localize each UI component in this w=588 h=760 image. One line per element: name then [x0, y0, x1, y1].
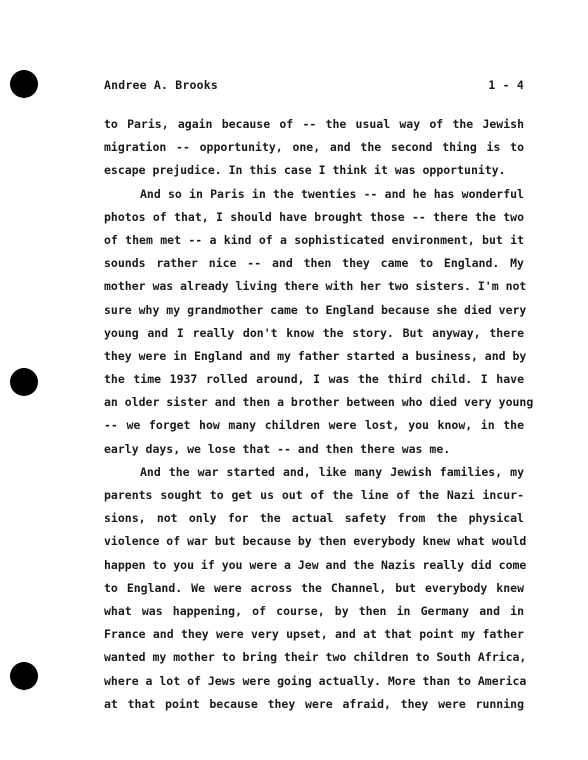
text-line: photos of that, I should have brought those -- there the two	[104, 209, 524, 224]
text-line: they were in England and my father started a business, and by	[104, 348, 527, 363]
text-line: sounds rather nice -- and then they came to England. My	[104, 256, 524, 271]
text-line: wanted my mother to bring their two children to South Africa,	[104, 650, 527, 665]
text-line: the time 1937 rolled around, I was the third child. I have	[104, 372, 524, 387]
text-line: And so in Paris in the twenties -- and he has wonderful	[140, 186, 524, 201]
text-line: where a lot of Jews were going actually. More than to America	[104, 673, 527, 688]
text-line: to England. We were across the Channel, but everybody knew	[104, 580, 524, 595]
binder-hole-middle	[10, 368, 38, 396]
text-line: migration -- opportunity, one, and the second thing is to	[104, 140, 524, 155]
text-line: an older sister and then a brother between who died very young	[104, 395, 534, 410]
text-line: France and they were very upset, and at that point my father	[104, 627, 524, 642]
text-line: -- we forget how many children were lost, you know, in the	[104, 418, 524, 433]
transcript-body	[104, 113, 534, 716]
interviewee-name: Andree A. Brooks	[104, 78, 218, 92]
text-line: escape prejudice. In this case I think it was opportunity.	[104, 163, 506, 178]
text-line: mother was already living there with her two sisters. I'm not	[104, 279, 527, 294]
binder-hole-top	[10, 70, 38, 98]
text-line: to Paris, again because of -- the usual way of the Jewish	[104, 117, 524, 131]
text-line: what was happening, of course, by then in Germany and in	[104, 603, 524, 618]
binder-hole-bottom	[10, 662, 38, 690]
text-line: of them met -- a kind of a sophisticated environment, but it	[104, 232, 524, 247]
text-line: young and I really don't know the story. But anyway, there	[104, 325, 524, 340]
text-line: at that point because they were afraid, they were running	[104, 696, 524, 711]
page-number: 1 - 4	[488, 78, 524, 92]
text-line: happen to you if you were a Jew and the Nazis really did come	[104, 557, 527, 572]
text-line: parents sought to get us out of the line of the Nazi incur-	[104, 488, 524, 502]
text-line: violence of war but because by then everybody knew what would	[104, 534, 527, 549]
text-line: sions, not only for the actual safety from the physical	[104, 511, 524, 526]
text-line: And the war started and, like many Jewish families, my	[140, 464, 524, 479]
text-line: sure why my grandmother came to England because she died very	[104, 302, 527, 317]
text-line: early days, we lose that -- and then there was me.	[104, 441, 451, 456]
